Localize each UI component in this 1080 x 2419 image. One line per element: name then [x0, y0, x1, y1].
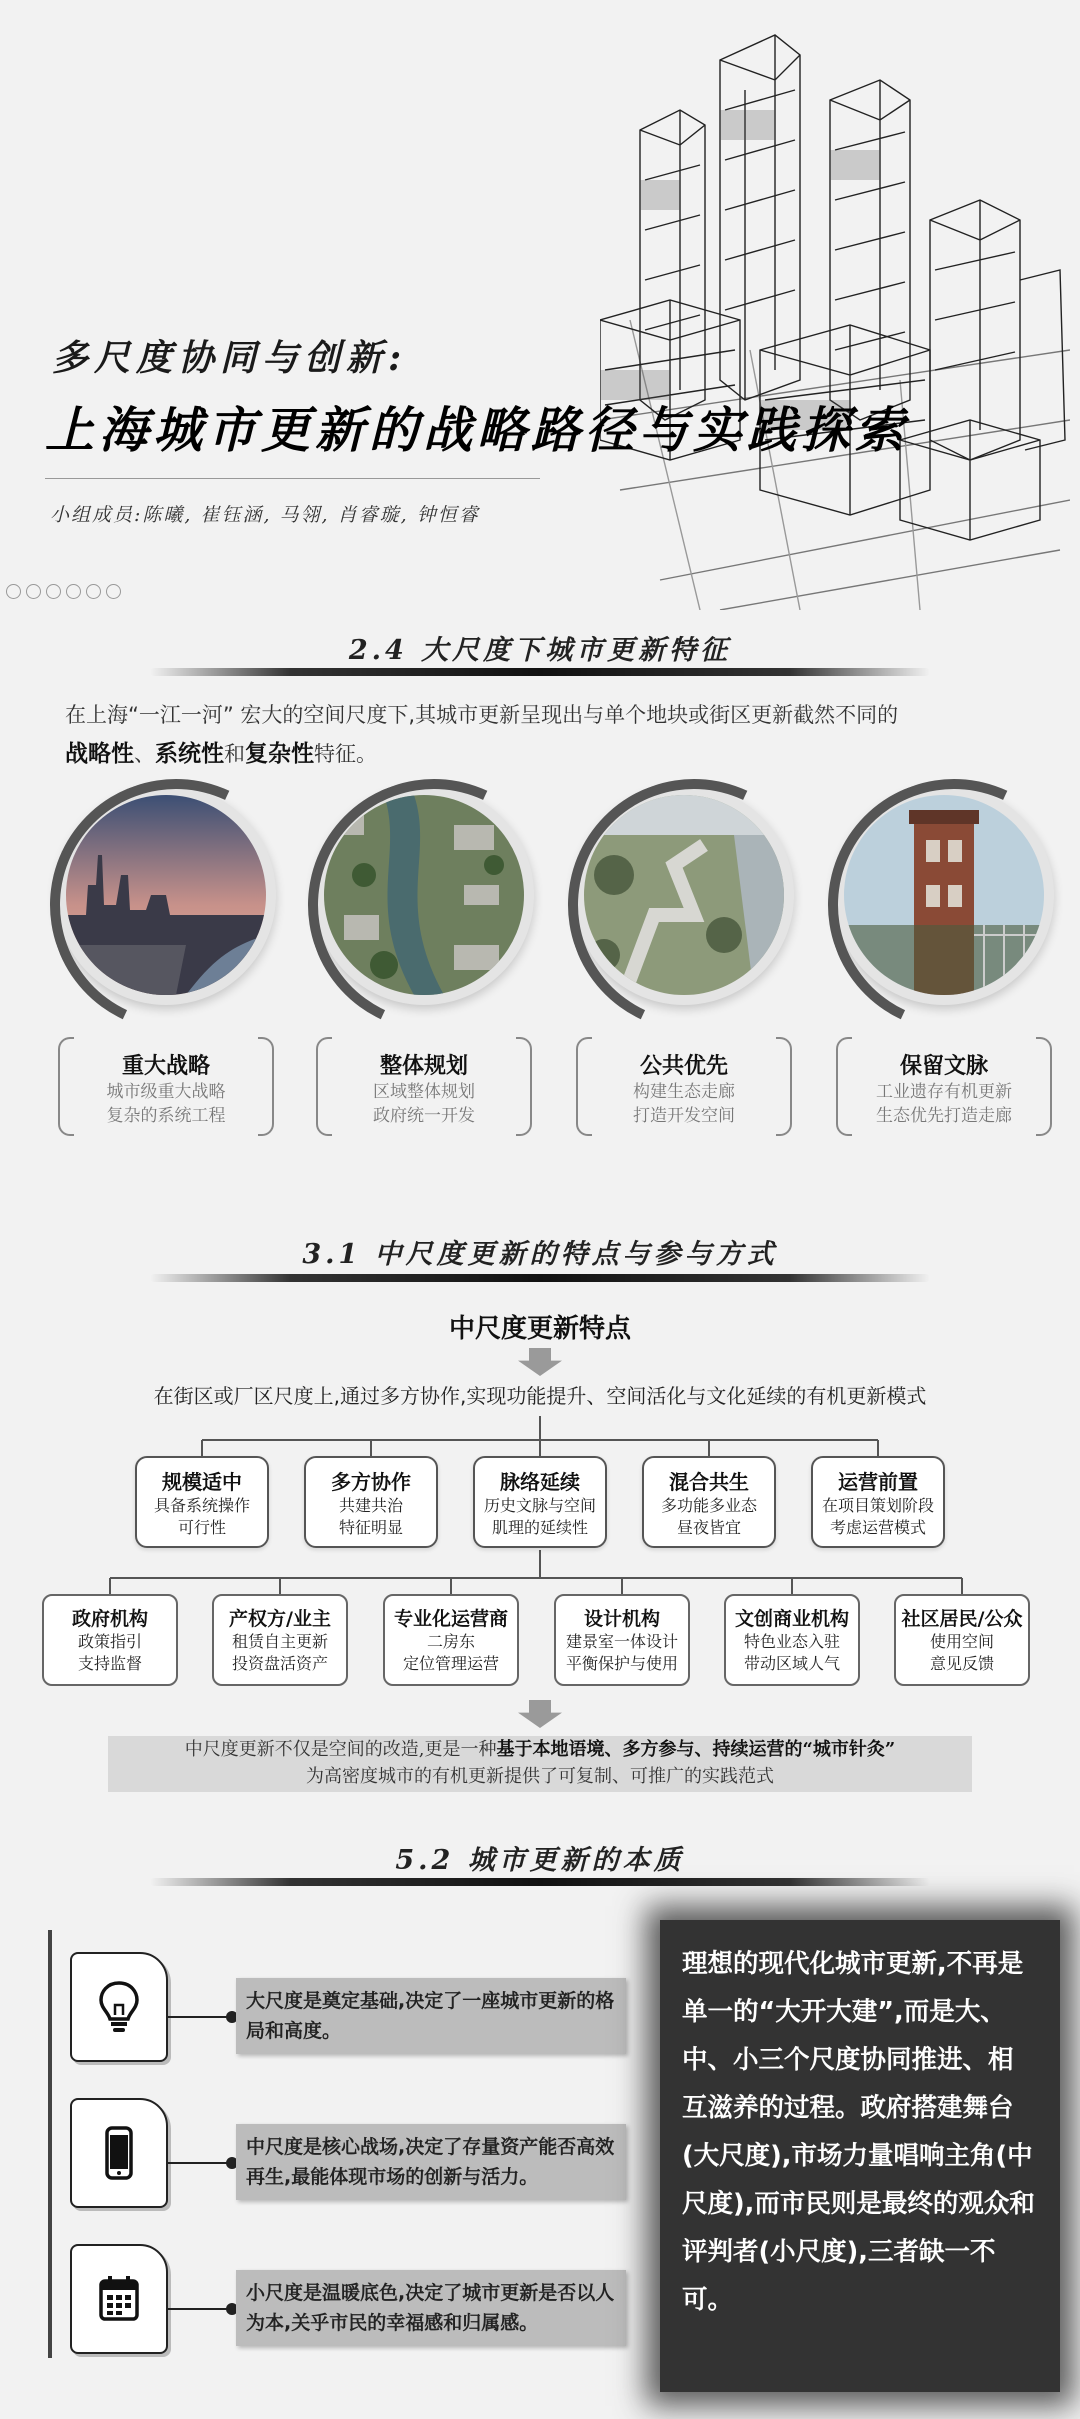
feature-title: 规模适中: [162, 1470, 242, 1494]
feature-title: 运营前置: [838, 1470, 918, 1494]
circle-icon[interactable]: [86, 584, 101, 599]
section-mid-heading: 3.1 中尺度更新的特点与参与方式: [302, 1239, 778, 1270]
actor-line: 支持监督: [77, 1654, 142, 1673]
section-divider: [150, 1878, 930, 1886]
actor-line: 投资盘活资产: [231, 1654, 328, 1673]
actor-line: 特色业态入驻: [743, 1632, 840, 1651]
intro-keyword: 复杂性: [245, 741, 314, 767]
actor-title: 专业化运营商: [393, 1608, 508, 1630]
intro-text: 在上海“一江一河” 宏大的空间尺度下,其城市更新呈现出与单个地块或街区更新截然不同的: [65, 703, 899, 727]
hero-title: 上海城市更新的战略路径与实践探索: [45, 401, 910, 459]
arrow-down-icon: [518, 1348, 562, 1376]
section-large-heading: 2.4 大尺度下城市更新特征: [348, 635, 732, 666]
icon-card: [70, 2244, 168, 2354]
card-title: 重大战略: [121, 1054, 210, 1079]
section-divider: [150, 1274, 930, 1282]
circle-icon[interactable]: [26, 584, 41, 599]
scale-description: 中尺度是核心战场,决定了存量资产能否高效再生,最能体现市场的创新与活力。: [236, 2124, 626, 2200]
section-large-intro: [65, 696, 1025, 774]
card-title: 整体规划: [379, 1054, 468, 1079]
card-line: 构建生态走廊: [633, 1082, 735, 1102]
conclusion-text: 为高密度城市的有机更新提供了可复制、可推广的实践范式: [306, 1766, 774, 1787]
photo-skyline: [56, 785, 276, 1005]
actor-line: 租赁自主更新: [231, 1632, 328, 1651]
card-title: 公共优先: [639, 1054, 728, 1079]
intro-text: 和: [224, 742, 245, 766]
feature-line: 多功能多业态: [660, 1496, 757, 1515]
lightbulb-icon: [95, 1979, 143, 2035]
scale-description: 大尺度是奠定基础,决定了一座城市更新的格局和高度。: [236, 1978, 626, 2054]
toolbar-icons[interactable]: [6, 584, 121, 599]
card-line: 城市级重大战略: [106, 1082, 226, 1102]
intro-keyword: 战略性: [65, 741, 134, 767]
circle-icon[interactable]: [66, 584, 81, 599]
conclusion-emphasis: 基于本地语境、多方参与、持续运营的“城市针灸”: [496, 1739, 896, 1760]
photo-heritage-building: [834, 785, 1054, 1005]
feature-line: 可行性: [177, 1518, 226, 1537]
connector-line: [168, 2016, 232, 2018]
card-line: 打造开发空间: [633, 1106, 735, 1126]
feature-line: 肌理的延续性: [491, 1518, 588, 1537]
scale-description: 小尺度是温暖底色,决定了城市更新是否以人为本,关乎市民的幸福感和归属感。: [236, 2270, 626, 2346]
actor-line: 使用空间: [929, 1632, 994, 1651]
title-divider: [45, 478, 540, 479]
actor-box: [383, 1594, 519, 1686]
section-essence-heading: 5.2 城市更新的本质: [395, 1845, 685, 1876]
card-line: 生态优先打造走廊: [876, 1106, 1012, 1126]
city-sketch-illustration: [600, 20, 1070, 610]
actor-line: 定位管理运营: [402, 1654, 499, 1673]
feature-card: [316, 1037, 532, 1132]
feature-line: 共建共治: [338, 1496, 403, 1515]
connector-line: [168, 2162, 232, 2164]
actor-line: 意见反馈: [929, 1654, 994, 1673]
connector-line: [168, 2308, 232, 2310]
circle-icon[interactable]: [46, 584, 61, 599]
actor-line: 平衡保护与使用: [565, 1654, 678, 1673]
hero-subtitle: 多尺度协同与创新:: [52, 337, 408, 379]
feature-title: 脉络延续: [500, 1470, 580, 1494]
actor-line: 带动区域人气: [743, 1654, 840, 1673]
feature-line: 具备系统操作: [153, 1496, 250, 1515]
mid-subheading: 中尺度更新特点: [448, 1314, 631, 1344]
mid-feature-box: [473, 1456, 607, 1548]
arrow-down-icon: [518, 1700, 562, 1728]
card-line: 工业遗存有机更新: [876, 1082, 1012, 1102]
card-line: 区域整体规划: [373, 1082, 475, 1102]
actor-box: [724, 1594, 860, 1686]
actor-line: 二房东: [426, 1632, 475, 1651]
circle-icon[interactable]: [106, 584, 121, 599]
feature-line: 历史文脉与空间: [483, 1496, 596, 1515]
calendar-icon: [95, 2271, 143, 2327]
team-members: 小组成员:陈曦, 崔钰涵, 马翎, 肖睿璇, 钟恒睿: [50, 504, 480, 526]
section-divider: [150, 668, 930, 676]
actor-title: 文创商业机构: [734, 1608, 849, 1630]
feature-title: 多方协作: [331, 1470, 411, 1494]
intro-text: 特征。: [314, 742, 377, 766]
mid-description: 在街区或厂区尺度上,通过多方协作,实现功能提升、空间活化与文化延续的有机更新模式: [153, 1384, 927, 1408]
smartphone-icon: [95, 2125, 143, 2181]
actor-box: [554, 1594, 690, 1686]
feature-line: 特征明显: [338, 1518, 403, 1537]
actor-title: 政府机构: [71, 1608, 148, 1630]
intro-text: 、: [134, 742, 155, 766]
intro-keyword: 系统性: [155, 741, 224, 767]
photo-waterfront-park: [574, 785, 794, 1005]
feature-card: [576, 1037, 792, 1132]
feature-card: [836, 1037, 1052, 1132]
circle-icon[interactable]: [6, 584, 21, 599]
photo-aerial-river: [314, 785, 534, 1005]
timeline-line: [48, 1930, 52, 2358]
feature-line: 昼夜皆宜: [676, 1518, 741, 1537]
mid-feature-box: [135, 1456, 269, 1548]
actor-line: 建景室一体设计: [565, 1632, 678, 1651]
conclusion-text: 中尺度更新不仅是空间的改造,更是一种: [184, 1739, 497, 1760]
feature-line: 考虑运营模式: [829, 1518, 926, 1537]
actor-line: 政策指引: [77, 1632, 142, 1651]
actor-box: [212, 1594, 348, 1686]
actor-title: 设计机构: [583, 1608, 660, 1630]
feature-card: [58, 1037, 274, 1132]
feature-line: 在项目策划阶段: [821, 1496, 934, 1515]
mid-feature-box: [642, 1456, 776, 1548]
mid-feature-box: [811, 1456, 945, 1548]
feature-title: 混合共生: [669, 1470, 749, 1494]
mid-conclusion: [108, 1736, 972, 1792]
card-line: 政府统一开发: [373, 1106, 475, 1126]
actor-title: 产权方/业主: [229, 1608, 331, 1630]
mid-feature-box: [304, 1456, 438, 1548]
actor-box: [894, 1594, 1030, 1686]
actor-box: [42, 1594, 178, 1686]
icon-card: [70, 1952, 168, 2062]
card-title: 保留文脉: [899, 1054, 988, 1079]
summary-box: 理想的现代化城市更新,不再是单一的“大开大建”,而是大、中、小三个尺度协同推进、相互滋养的过程。政府搭建舞台(大尺度),市场力量唱响主角(中尺度),而市民则是最终的观众和评判者(小尺度),三者缺一不可。: [660, 1920, 1060, 2392]
card-line: 复杂的系统工程: [106, 1106, 226, 1126]
actor-title: 社区居民/公众: [901, 1608, 1023, 1630]
icon-card: [70, 2098, 168, 2208]
